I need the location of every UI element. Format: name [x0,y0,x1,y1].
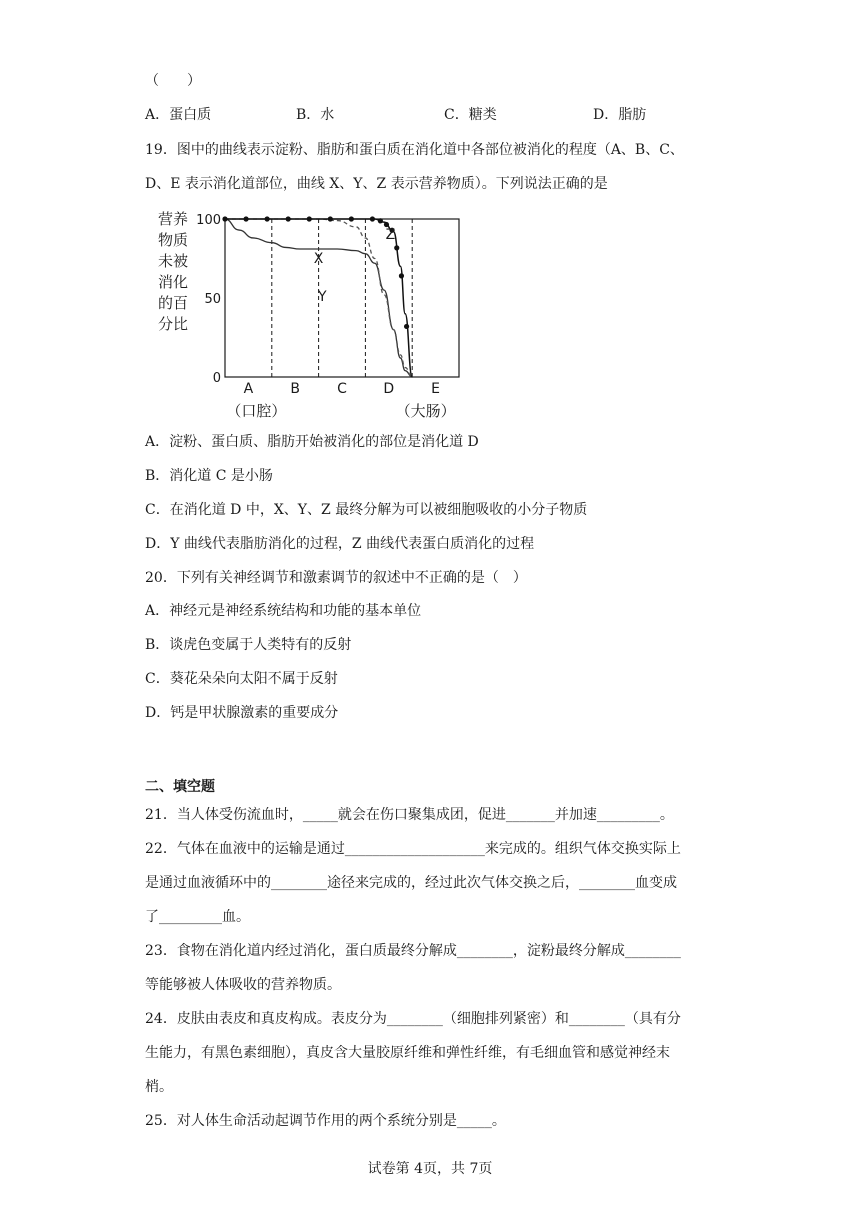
chart-series-z-point [349,216,354,221]
q19-stem-line1: 19．图中的曲线表示淀粉、脂肪和蛋白质在消化道中各部位被消化的程度（A、B、C、 [145,142,684,158]
chart-region-label: C [337,381,347,397]
chart-ylabel-line: 营养 [158,210,189,228]
q18-option-d: D．脂肪 [593,107,647,123]
chart-series-z-point [370,216,375,221]
digestion-chart [150,205,480,427]
section-title-fill-in: 二、填空题 [145,779,215,795]
chart-series-z-point [286,216,291,221]
q19-stem-line2: D、E 表示消化道部位，曲线 X、Y、Z 表示营养物质）。下列说法正确的是 [145,176,608,192]
q19-option-d: D．Y 曲线代表脂肪消化的过程，Z 曲线代表蛋白质消化的过程 [145,536,535,552]
chart-series-z-point [222,216,227,221]
q24-line2: 生能力，有黑色素细胞），真皮含大量胶原纤维和弹性纤维，有毛细血管和感觉神经末 [145,1045,670,1061]
chart-ylabel-line: 的百 [158,294,189,312]
chart-region-note: （口腔） [226,402,287,420]
chart-series-label: X [313,251,324,268]
chart-series-z-point [243,216,248,221]
chart-region-label: D [383,381,395,397]
chart-ytick-label: 100 [196,213,221,228]
chart-ylabel-line: 物质 [158,231,189,249]
q20-option-d: D．钙是甲状腺激素的重要成分 [145,705,339,721]
q22-line3: 了_________血。 [145,909,250,925]
chart-region-label: A [243,381,254,397]
chart-series-z-point [394,245,399,250]
q18-option-c: C．糖类 [444,107,497,123]
page-footer: 试卷第 4页，共 7页 [367,1161,493,1177]
q20-option-b: B．谈虎色变属于人类特有的反射 [145,637,352,653]
chart-series-z-point [378,218,383,223]
chart-ytick-label: 50 [204,292,221,307]
q24-line1: 24．皮肤由表皮和真皮构成。表皮分为________（细胞排列紧密）和________（具有分 [145,1011,681,1027]
chart-ylabel-line: 未被 [158,252,189,270]
chart-series-z-point [307,216,312,221]
q22-line1: 22．气体在血液中的运输是通过____________________来完成的。组织气体交换实际上 [145,841,681,857]
chart-series [222,216,412,377]
q25-text: 25．对人体生命活动起调节作用的两个系统分别是_____。 [145,1113,506,1129]
chart-series-z-point [399,273,404,278]
chart-series-label: Y [318,288,327,305]
q18-option-b: B．水 [296,107,335,123]
chart-region-labels [226,381,455,420]
q21-text: 21．当人体受伤流血时，_____就会在伤口聚集成团，促进_______并加速_________。 [145,807,674,823]
q20-option-c: C．葵花朵朵向太阳不属于反射 [145,671,338,687]
q23-line2: 等能够被人体吸收的营养物质。 [145,977,341,993]
q19-option-c: C．在消化道 D 中，X、Y、Z 最终分解为可以被细胞吸收的小分子物质 [145,502,588,518]
q18-option-a: A．蛋白质 [145,107,212,123]
chart-series-z-point [265,216,270,221]
chart-series-z-point [404,324,409,329]
chart-region-label: E [431,381,441,397]
q18-bracket: （ ） [145,73,201,89]
chart-region-label: B [290,381,301,397]
q20-stem: 20．下列有关神经调节和激素调节的叙述中不正确的是（ ） [145,570,527,586]
q22-line2: 是通过血液循环中的________途径来完成的，经过此次气体交换之后，________血变成 [145,875,677,891]
q24-line3: 梢。 [145,1079,173,1095]
chart-ylabel-line: 分比 [158,315,189,333]
chart-region-note: （大肠） [395,402,456,420]
q20-option-a: A．神经元是神经系统结构和功能的基本单位 [145,603,422,619]
chart-frame [225,219,459,377]
chart-ylabel [158,210,188,333]
chart-ylabel-line: 消化 [158,273,189,291]
chart-yticks [196,213,221,386]
chart-ytick-label: 0 [212,371,221,386]
chart-series-z-point [328,216,333,221]
q19-option-a: A．淀粉、蛋白质、脂肪开始被消化的部位是消化道 D [145,434,479,450]
q19-option-b: B．消化道 C 是小肠 [145,468,273,484]
chart-series-label: Z [385,227,396,243]
q23-line1: 23．食物在消化道内经过消化，蛋白质最终分解成________，淀粉最终分解成________ [145,943,681,959]
